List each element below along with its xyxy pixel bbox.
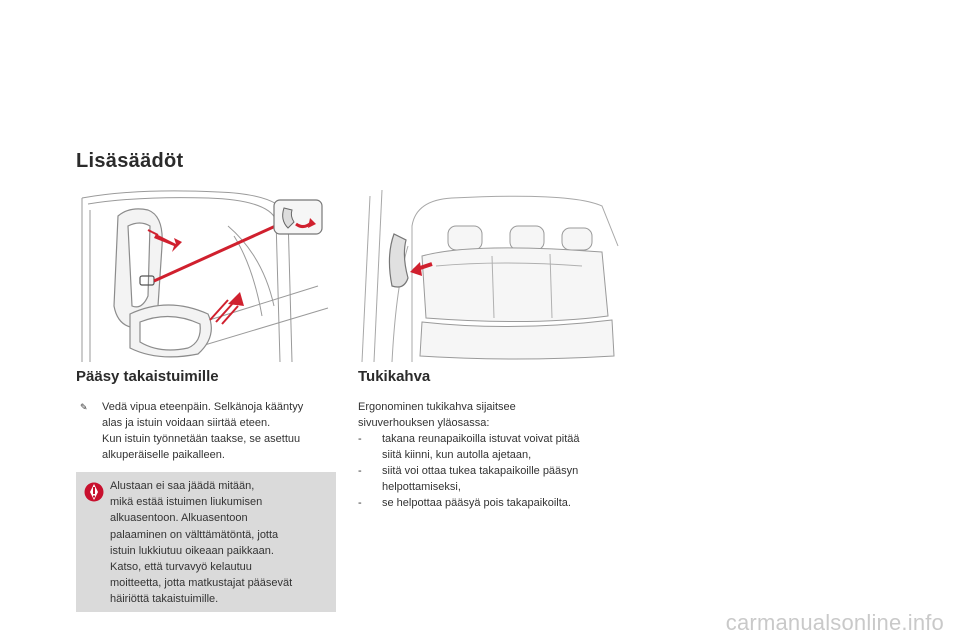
access-line: Kun istuin työnnetään taakse, se asettuu: [102, 433, 301, 445]
dash-marker: -: [358, 497, 362, 509]
access-line: alas ja istuin voidaan siirtää eteen.: [102, 417, 271, 429]
page-title: Lisäsäädöt: [76, 150, 184, 172]
warning-line: moitteetta, jotta matkustajat pääsevät: [110, 577, 293, 590]
seat-lever-illustration: [78, 186, 334, 362]
grab-handle-section: [358, 368, 620, 511]
grab-handle-section-title: Tukikahva: [358, 368, 431, 385]
list-item-line: siitä voi ottaa tukea takapaikoille pääsyn: [382, 465, 579, 477]
warning-line: alkuasentoon. Alkuasentoon: [110, 512, 248, 525]
access-section-title: Pääsy takaistuimille: [76, 368, 219, 385]
list-item-line: siitä kiinni, kun autolla ajetaan,: [382, 449, 532, 461]
warning-line: Katso, että turvavyö kelautuu: [110, 561, 252, 574]
access-line: alkuperäiselle paikalleen.: [102, 449, 225, 461]
grab-handle-intro-line: sivuverhouksen yläosassa:: [358, 417, 490, 429]
list-item-line: takana reunapaikoilla istuvat voivat pitää: [382, 433, 580, 445]
access-instruction: [76, 399, 338, 463]
grab-handle-illustration: [352, 186, 620, 362]
list-item-line: se helpottaa pääsyä pois takapaikoilta.: [382, 497, 571, 509]
warning-exclamation-icon: [84, 482, 104, 502]
grab-handle-intro-line: Ergonominen tukikahva sijaitsee: [358, 401, 516, 413]
dash-marker: -: [358, 433, 362, 445]
access-section: [76, 368, 338, 463]
warning-line: palaaminen on välttämätöntä, jotta: [110, 528, 279, 541]
warning-line: häiriöttä takaistuimille.: [110, 593, 219, 606]
watermark: carmanualsonline.info: [725, 610, 944, 635]
list-item: [358, 463, 620, 495]
grab-handle-list: [358, 431, 620, 511]
list-item-line: helpottamiseksi,: [382, 481, 461, 493]
dash-marker: -: [358, 465, 362, 477]
warning-line: mikä estää istuimen liukumisen: [110, 496, 263, 509]
list-item: [358, 431, 620, 463]
access-line: Vedä vipua eteenpäin. Selkänoja kääntyy: [102, 401, 304, 413]
arrow-right-icon: ✎: [80, 402, 88, 412]
warning-box: [76, 472, 336, 612]
list-item: [358, 495, 620, 511]
warning-line: Alustaan ei saa jäädä mitään,: [110, 480, 255, 492]
warning-line: istuin lukkiutuu oikeaan paikkaan.: [110, 544, 274, 557]
